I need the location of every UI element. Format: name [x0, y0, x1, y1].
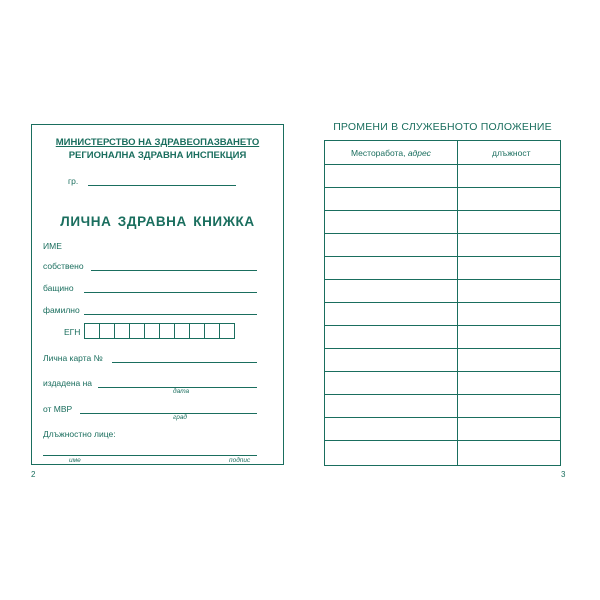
id-card-input-line[interactable] — [112, 362, 257, 363]
table-row-line — [325, 371, 560, 372]
last-name-input-line[interactable] — [84, 314, 257, 315]
table-row-line — [325, 256, 560, 257]
city-label: гр. — [68, 176, 79, 186]
egn-digit-box[interactable] — [174, 323, 190, 339]
official-input-line[interactable] — [43, 455, 257, 456]
mvr-city-input-line[interactable] — [80, 413, 257, 414]
official-label: Длъжностно лице: — [43, 429, 116, 439]
workplace-header-label: Месторабота, — [351, 148, 406, 158]
egn-digit-box[interactable] — [114, 323, 130, 339]
egn-digit-box[interactable] — [144, 323, 160, 339]
table-row-line — [325, 440, 560, 441]
address-header-label: адрес — [407, 148, 431, 158]
table-row-line — [325, 233, 560, 234]
page-number-left: 2 — [31, 470, 36, 479]
changes-table — [324, 140, 561, 466]
changes-title: ПРОМЕНИ В СЛУЖЕБНОТО ПОЛОЖЕНИЕ — [333, 121, 552, 133]
egn-digit-box[interactable] — [84, 323, 100, 339]
city-row — [68, 176, 78, 186]
egn-digit-box[interactable] — [159, 323, 175, 339]
last-name-label: фамилно — [43, 305, 80, 315]
table-row-line — [325, 164, 560, 165]
date-hint: дата — [173, 388, 190, 395]
ministry-name: МИНИСТЕРСТВО НА ЗДРАВЕОПАЗВАНЕТО — [55, 137, 260, 148]
ministry-header — [32, 136, 283, 162]
first-name-label: собствено — [43, 261, 84, 271]
egn-digit-box[interactable] — [99, 323, 115, 339]
health-book-cover-page — [31, 124, 284, 465]
table-row-line — [325, 279, 560, 280]
position-header: длъжност — [492, 148, 531, 158]
table-row-line — [325, 394, 560, 395]
table-row-line — [325, 210, 560, 211]
city-hint: град — [173, 414, 188, 421]
inspection-name: РЕГИОНАЛНА ЗДРАВНА ИНСПЕКЦИЯ — [68, 150, 247, 161]
page-number-right: 3 — [561, 470, 566, 479]
signature-hint: подпис — [229, 457, 251, 464]
workplace-header — [351, 148, 431, 158]
first-name-input-line[interactable] — [91, 270, 257, 271]
table-row-line — [325, 302, 560, 303]
table-row-line — [325, 187, 560, 188]
egn-digit-box[interactable] — [219, 323, 235, 339]
table-row-line — [325, 348, 560, 349]
table-row-line — [325, 417, 560, 418]
middle-name-label: бащино — [43, 283, 74, 293]
egn-digit-box[interactable] — [129, 323, 145, 339]
egn-digit-box[interactable] — [189, 323, 205, 339]
egn-digit-box[interactable] — [204, 323, 220, 339]
table-row-line — [325, 325, 560, 326]
city-input-line[interactable] — [88, 185, 236, 186]
name-label: ИМЕ — [43, 241, 62, 251]
name-hint: име — [69, 457, 81, 464]
book-title: ЛИЧНА ЗДРАВНА КНИЖКА — [60, 214, 255, 229]
id-card-label: Лична карта № — [43, 353, 103, 363]
egn-label: ЕГН — [64, 327, 81, 337]
egn-boxes — [84, 323, 235, 339]
mvr-label: от МВР — [43, 404, 73, 414]
middle-name-input-line[interactable] — [84, 292, 257, 293]
issued-label: издадена на — [43, 378, 93, 388]
